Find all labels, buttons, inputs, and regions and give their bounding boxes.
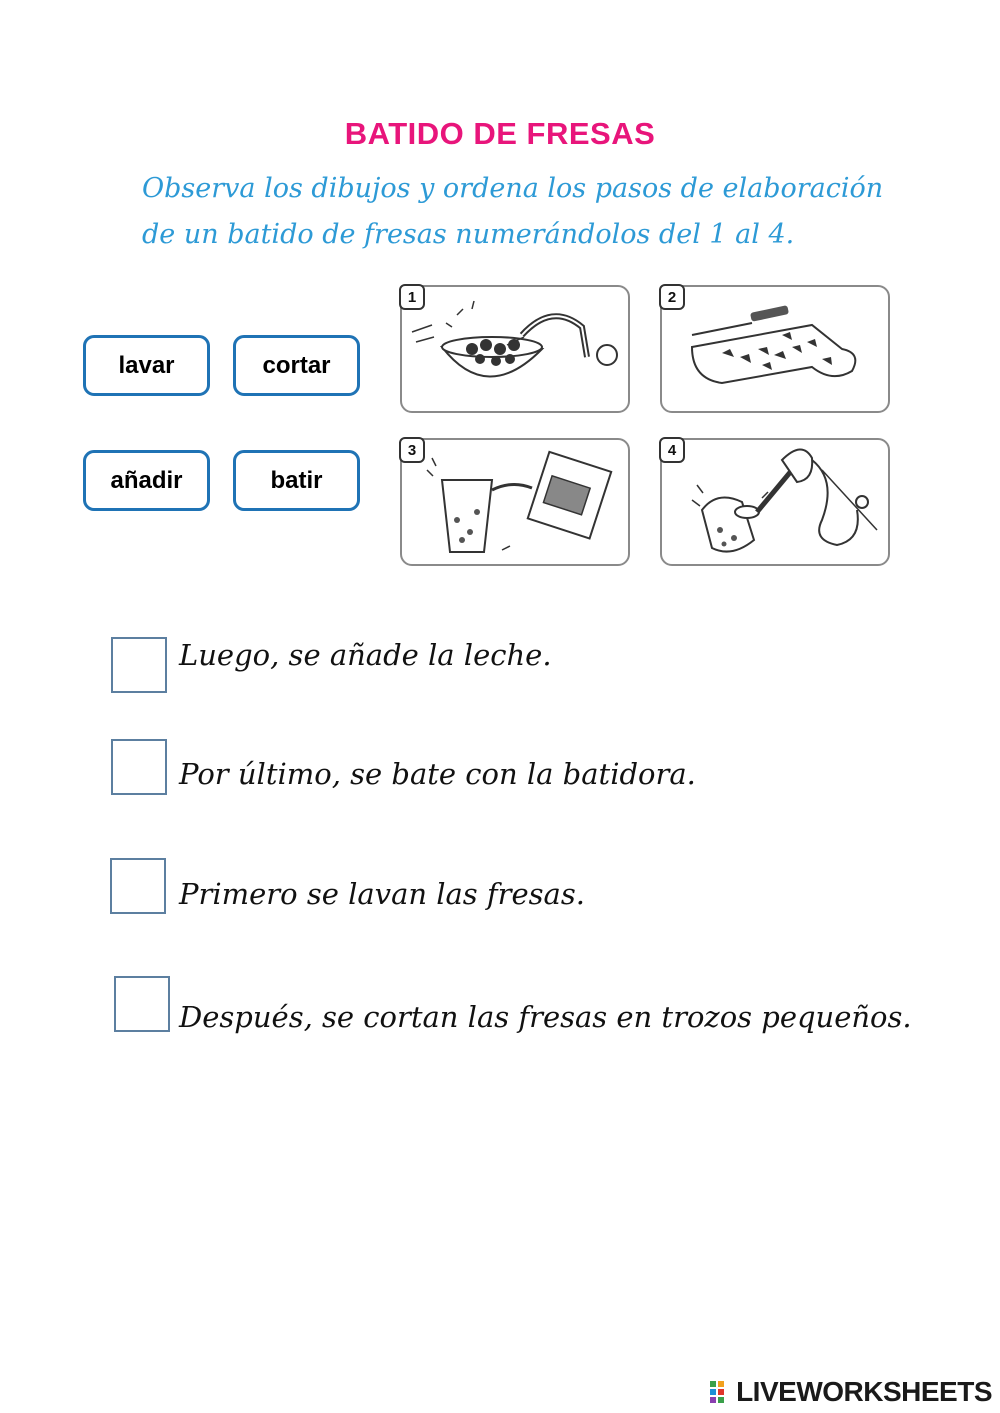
picture-washing — [400, 285, 630, 413]
washing-strawberries-icon — [402, 287, 632, 415]
answer-box-3[interactable] — [110, 858, 166, 914]
cutting-strawberries-icon — [662, 287, 892, 415]
answer-box-4[interactable] — [114, 976, 170, 1032]
answer-box-1[interactable] — [111, 637, 167, 693]
picture-number: 4 — [659, 437, 685, 463]
answer-box-2[interactable] — [111, 739, 167, 795]
picture-number: 1 — [399, 284, 425, 310]
adding-milk-icon — [402, 440, 632, 568]
footer-brand — [710, 1377, 992, 1407]
word-batir[interactable]: batir — [233, 450, 360, 511]
blending-icon — [662, 440, 892, 568]
picture-cutting — [660, 285, 890, 413]
picture-adding-milk — [400, 438, 630, 566]
step-text-2: Por último, se bate con la batidora. — [179, 757, 696, 791]
word-cortar[interactable]: cortar — [233, 335, 360, 396]
worksheet-title: BATIDO DE FRESAS — [344, 116, 656, 151]
liveworksheets-logo-icon — [710, 1381, 732, 1403]
picture-number: 2 — [659, 284, 685, 310]
step-text-3: Primero se lavan las fresas. — [179, 877, 585, 911]
step-text-1: Luego, se añade la leche. — [179, 638, 552, 672]
step-text-4: Después, se cortan las fresas en trozos pequeños. — [179, 1000, 912, 1034]
picture-number: 3 — [399, 437, 425, 463]
word-lavar[interactable]: lavar — [83, 335, 210, 396]
footer-brand-text: LIVEWORKSHEETS — [736, 1376, 992, 1407]
word-anadir[interactable]: añadir — [83, 450, 210, 511]
instructions-line-1: Observa los dibujos y ordena los pasos de elaboración — [142, 173, 884, 204]
picture-blending — [660, 438, 890, 566]
instructions-line-2: de un batido de fresas numerándolos del 1 al 4. — [142, 219, 795, 250]
